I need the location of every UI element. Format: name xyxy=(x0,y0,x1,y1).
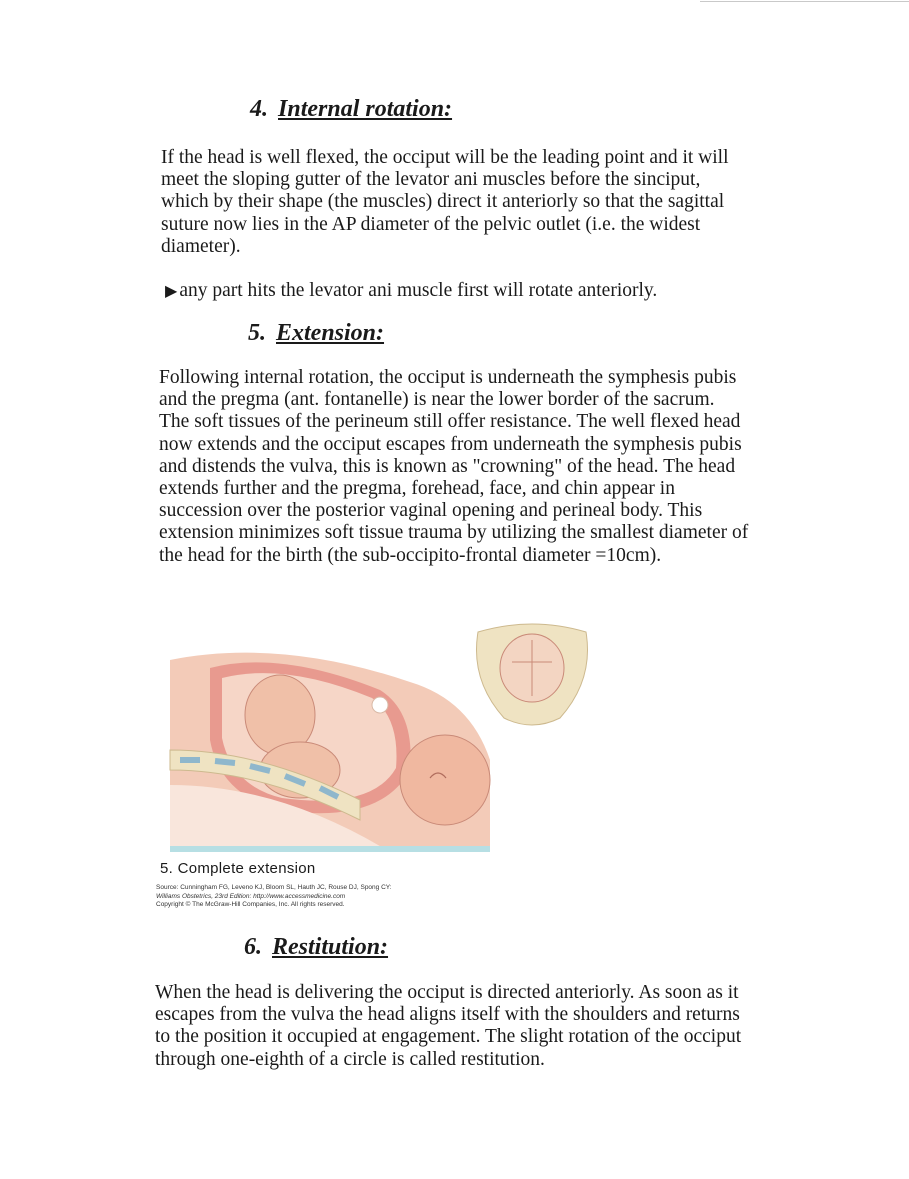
section-title: Restitution: xyxy=(272,934,389,960)
paragraph-extension: Following internal rotation, the occiput is underneath the symphesis pubis and the pregma (ant. fontanelle) is near the lower border of the sacrum. The soft tissues of the perineum still offer resistance. The well flexed head now extends and the occiput escapes from underneath the symphesis pubis and distends the vulva, this is known as "crowning" of the head. The head extends further and the pregma, forehead, face, and chin appear in succession over the posterior vaginal opening and perineal body. This extension minimizes soft tissue trauma by utilizing the smallest diameter of the head for the birth (the sub-occipito-frontal diameter =10cm). xyxy=(159,367,749,566)
source-line-1: Source: Cunningham FG, Leveno KJ, Bloom SL, Hauth JC, Rouse DJ, Spong CY: xyxy=(156,884,392,891)
source-line-2: Williams Obstetrics, 23rd Edition: http://www.accessmedicine.com xyxy=(156,892,346,900)
fetal-head xyxy=(400,735,490,825)
complete-extension-illustration xyxy=(160,620,600,860)
scan-edge-line xyxy=(700,1,909,2)
section-number: 6. xyxy=(244,934,262,960)
table-surface xyxy=(170,846,490,852)
bullet-text: any part hits the levator ani muscle first will rotate anteriorly. xyxy=(179,280,658,301)
heading-restitution xyxy=(244,934,388,961)
copyright-line: Copyright © The McGraw-Hill Companies, Inc. All rights reserved. xyxy=(156,901,345,908)
section-title: Extension: xyxy=(276,320,385,346)
pelvic-outlet-inset xyxy=(476,624,587,725)
bullet-note xyxy=(165,280,657,302)
triangle-bullet-icon: ▶ xyxy=(165,281,178,300)
heading-extension xyxy=(248,320,384,347)
paragraph-internal-rotation: If the head is well flexed, the occiput will be the leading point and it will meet the sloping gutter of the levator ani muscles before the sinciput, which by their shape (the muscles) direct it anteriorly so that the sagittal suture now lies in the AP diameter of the pelvic outlet (i.e. the widest diameter). xyxy=(161,147,729,257)
figure-caption: 5. Complete extension xyxy=(160,860,316,877)
paragraph-restitution: When the head is delivering the occiput is directed anteriorly. As soon as it escapes from the vulva the head aligns itself with the shoulders and returns to the position it occupied at engagement. The slight rotation of the occiput through one-eighth of a circle is called restitution. xyxy=(155,982,742,1070)
section-title: Internal rotation: xyxy=(278,96,453,122)
section-number: 5. xyxy=(248,320,266,346)
figure-source xyxy=(156,884,486,910)
symphysis-pubis xyxy=(372,697,388,713)
section-number: 4. xyxy=(250,96,268,122)
heading-internal-rotation xyxy=(250,96,452,123)
